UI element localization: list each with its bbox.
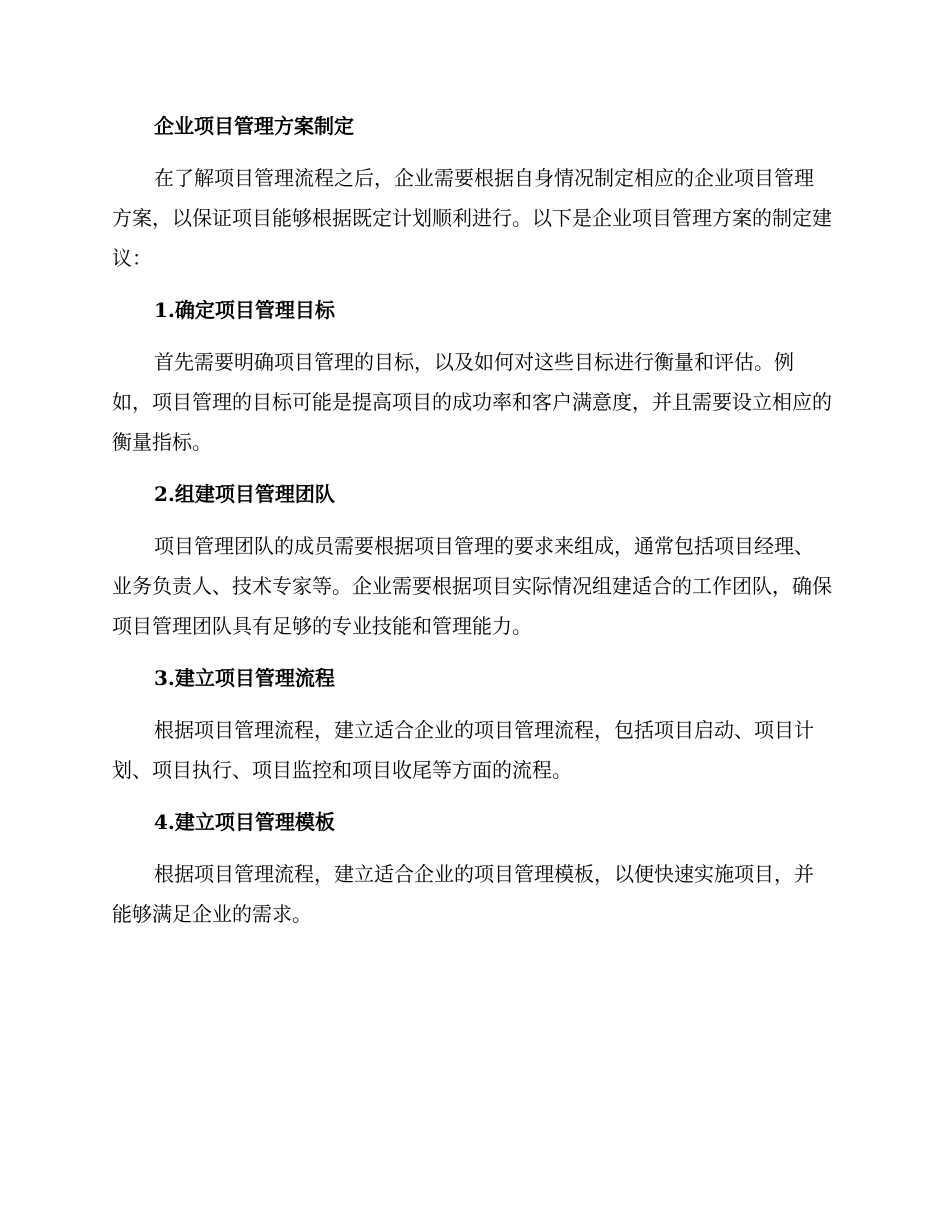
document-content: [112, 110, 832, 934]
section-heading-4: 4.建立项目管理模板: [154, 810, 335, 834]
section-3-heading-wrap: [112, 662, 832, 694]
section-2-heading-wrap: [112, 478, 832, 510]
section-1-heading-wrap: [112, 294, 832, 326]
section-body-3: 根据项目管理流程，建立适合企业的项目管理流程，包括项目启动、项目计划、项目执行、项目监控和项目收尾等方面的流程。: [112, 718, 814, 782]
title-block: [112, 110, 832, 142]
section-heading-1: 1.确定项目管理目标: [154, 298, 335, 322]
document-title: 企业项目管理方案制定: [154, 114, 354, 138]
section-body-1: 首先需要明确项目管理的目标，以及如何对这些目标进行衡量和评估。例如，项目管理的目标可能是提高项目的成功率和客户满意度，并且需要设立相应的衡量指标。: [112, 350, 832, 454]
section-heading-3: 3.建立项目管理流程: [154, 666, 335, 690]
section-heading-2: 2.组建项目管理团队: [154, 482, 335, 506]
section-4-heading-wrap: [112, 806, 832, 838]
section-body-2: 项目管理团队的成员需要根据项目管理的要求来组成，通常包括项目经理、业务负责人、技术专家等。企业需要根据项目实际情况组建适合的工作团队，确保项目管理团队具有足够的专业技能和管理能力。: [112, 534, 832, 638]
section-body-4: 根据项目管理流程，建立适合企业的项目管理模板，以便快速实施项目，并能够满足企业的需求。: [112, 862, 814, 926]
intro-paragraph: 在了解项目管理流程之后，企业需要根据自身情况制定相应的企业项目管理方案，以保证项目能够根据既定计划顺利进行。以下是企业项目管理方案的制定建议：: [112, 166, 832, 270]
